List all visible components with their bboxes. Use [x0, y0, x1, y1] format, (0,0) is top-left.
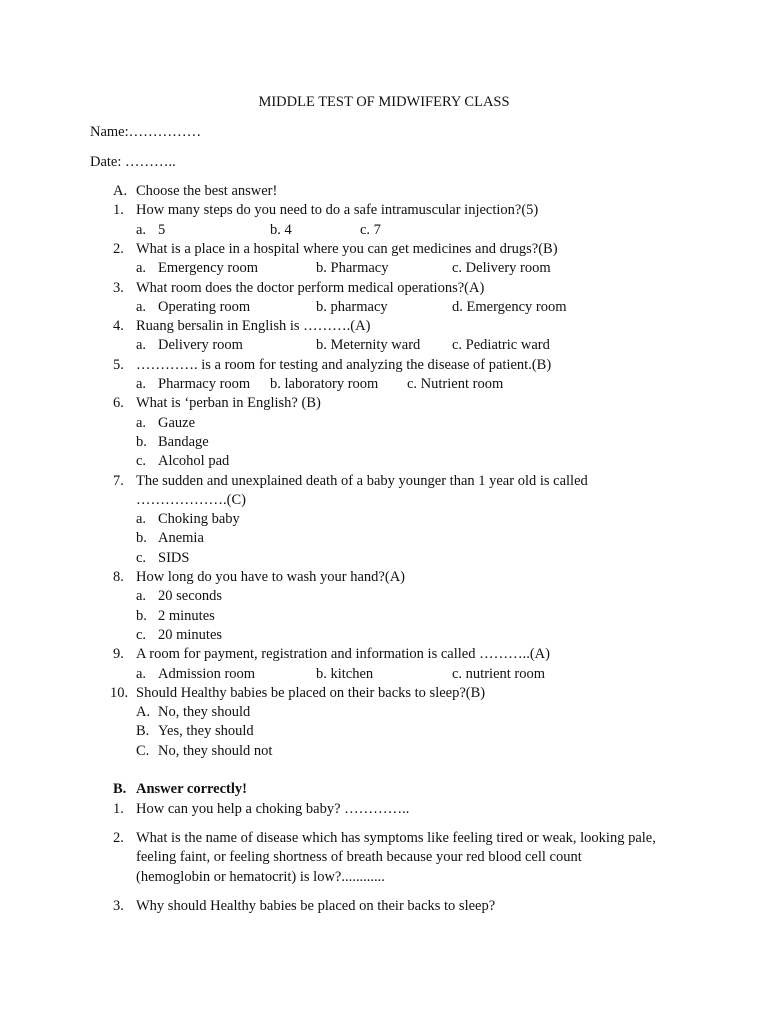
option-text: Admission room — [158, 665, 256, 682]
essay-question-number: 3. — [113, 898, 124, 914]
essay-question-text: feeling faint, or feeling shortness of breath because your red blood cell count — [136, 849, 582, 866]
question-text: What room does the doctor perform medical operations?(A) — [136, 279, 485, 296]
option-text: Gauze — [158, 414, 196, 431]
option-text: Alcohol pad — [158, 453, 230, 470]
question-text: How many steps do you need to do a safe intramuscular injection?(5) — [136, 202, 539, 219]
essay-question-text: What is the name of disease which has symptoms like feeling tired or weak, looking pale, — [136, 830, 656, 846]
question-number: 2. — [113, 240, 124, 257]
name-line: Name:…………… — [90, 124, 202, 140]
question-number: 1. — [113, 202, 124, 219]
essay-question-text: Why should Healthy babies be placed on their backs to sleep? — [136, 898, 496, 914]
option-text: 5 — [158, 221, 166, 238]
question-number: 8. — [113, 569, 124, 585]
section-b-marker: B. — [113, 781, 127, 797]
section-a-heading: Choose the best answer! — [136, 183, 278, 199]
document-title: MIDDLE TEST OF MIDWIFERY CLASS — [258, 94, 510, 110]
option-marker: a. — [136, 376, 147, 392]
option-text: SIDS — [158, 549, 190, 566]
question-text: The sudden and unexplained death of a baby younger than 1 year old is called — [136, 472, 588, 489]
question-text: …………. is a room for testing and analyzing the disease of patient.(B) — [136, 356, 552, 373]
option-text: No, they should — [158, 704, 251, 721]
option-marker: b. — [136, 433, 147, 450]
option-text: c. Pediatric ward — [452, 337, 550, 354]
question-number: 5. — [113, 356, 124, 373]
option-marker: b. — [136, 530, 147, 547]
option-text: Pharmacy room — [158, 376, 251, 392]
option-text: Bandage — [158, 433, 209, 450]
essay-question-number: 1. — [113, 801, 124, 817]
option-marker: A. — [136, 704, 151, 721]
option-marker: a. — [136, 337, 147, 354]
question-number: 3. — [113, 279, 124, 296]
question-text: What is a place in a hospital where you can get medicines and drugs?(B) — [136, 240, 558, 257]
option-marker: C. — [136, 742, 150, 759]
question-number: 7. — [113, 472, 124, 489]
option-text: Yes, they should — [158, 723, 254, 740]
option-text: Choking baby — [158, 511, 240, 528]
question-number: 4. — [113, 318, 124, 335]
question-number: 6. — [113, 395, 124, 412]
option-marker: B. — [136, 723, 150, 740]
option-text: c. Delivery room — [452, 260, 551, 277]
option-marker: a. — [136, 665, 147, 682]
option-text: Emergency room — [158, 260, 258, 277]
option-text: b. pharmacy — [316, 298, 388, 315]
section-b-heading: Answer correctly! — [136, 781, 247, 797]
option-marker: a. — [136, 414, 147, 431]
date-line: Date: ……….. — [90, 154, 176, 170]
option-text: 20 minutes — [158, 626, 223, 643]
section-a-marker: A. — [113, 183, 128, 199]
question-text: Should Healthy babies be placed on their backs to sleep?(B) — [136, 684, 486, 701]
option-text: c. 7 — [360, 221, 381, 238]
option-marker: a. — [136, 511, 147, 528]
essay-question-text: How can you help a choking baby? ………….. — [136, 801, 410, 817]
option-marker: c. — [136, 453, 147, 470]
question-number: 10. — [110, 684, 129, 701]
option-text: 2 minutes — [158, 607, 215, 624]
option-marker: a. — [136, 588, 147, 605]
option-text: c. Nutrient room — [407, 376, 504, 392]
essay-question-text: (hemoglobin or hematocrit) is low?............ — [136, 868, 385, 885]
question-text: A room for payment, registration and information is called ………..(A) — [136, 646, 550, 663]
option-text: b. kitchen — [316, 665, 374, 682]
option-marker: c. — [136, 626, 147, 643]
option-text: b. laboratory room — [270, 376, 379, 392]
option-marker: a. — [136, 298, 147, 315]
option-marker: c. — [136, 549, 147, 566]
question-text-continued: ……………….(C) — [136, 491, 246, 508]
option-text: Operating room — [158, 298, 251, 315]
question-text: Ruang bersalin in English is ……….(A) — [136, 318, 371, 335]
option-text: No, they should not — [158, 742, 273, 759]
option-text: 20 seconds — [158, 588, 223, 605]
question-text: How long do you have to wash your hand?(A) — [136, 569, 406, 585]
option-text: b. Meternity ward — [316, 337, 421, 354]
option-text: d. Emergency room — [452, 298, 567, 315]
option-marker: a. — [136, 260, 147, 277]
question-text: What is ‘perban in English? (B) — [136, 395, 321, 412]
option-text: Delivery room — [158, 337, 243, 354]
option-marker: b. — [136, 607, 147, 624]
option-marker: a. — [136, 221, 147, 238]
option-text: Anemia — [158, 530, 204, 547]
question-number: 9. — [113, 646, 124, 663]
option-text: b. Pharmacy — [316, 260, 389, 277]
essay-question-number: 2. — [113, 830, 124, 846]
option-text: c. nutrient room — [452, 665, 546, 682]
option-text: b. 4 — [270, 221, 292, 238]
